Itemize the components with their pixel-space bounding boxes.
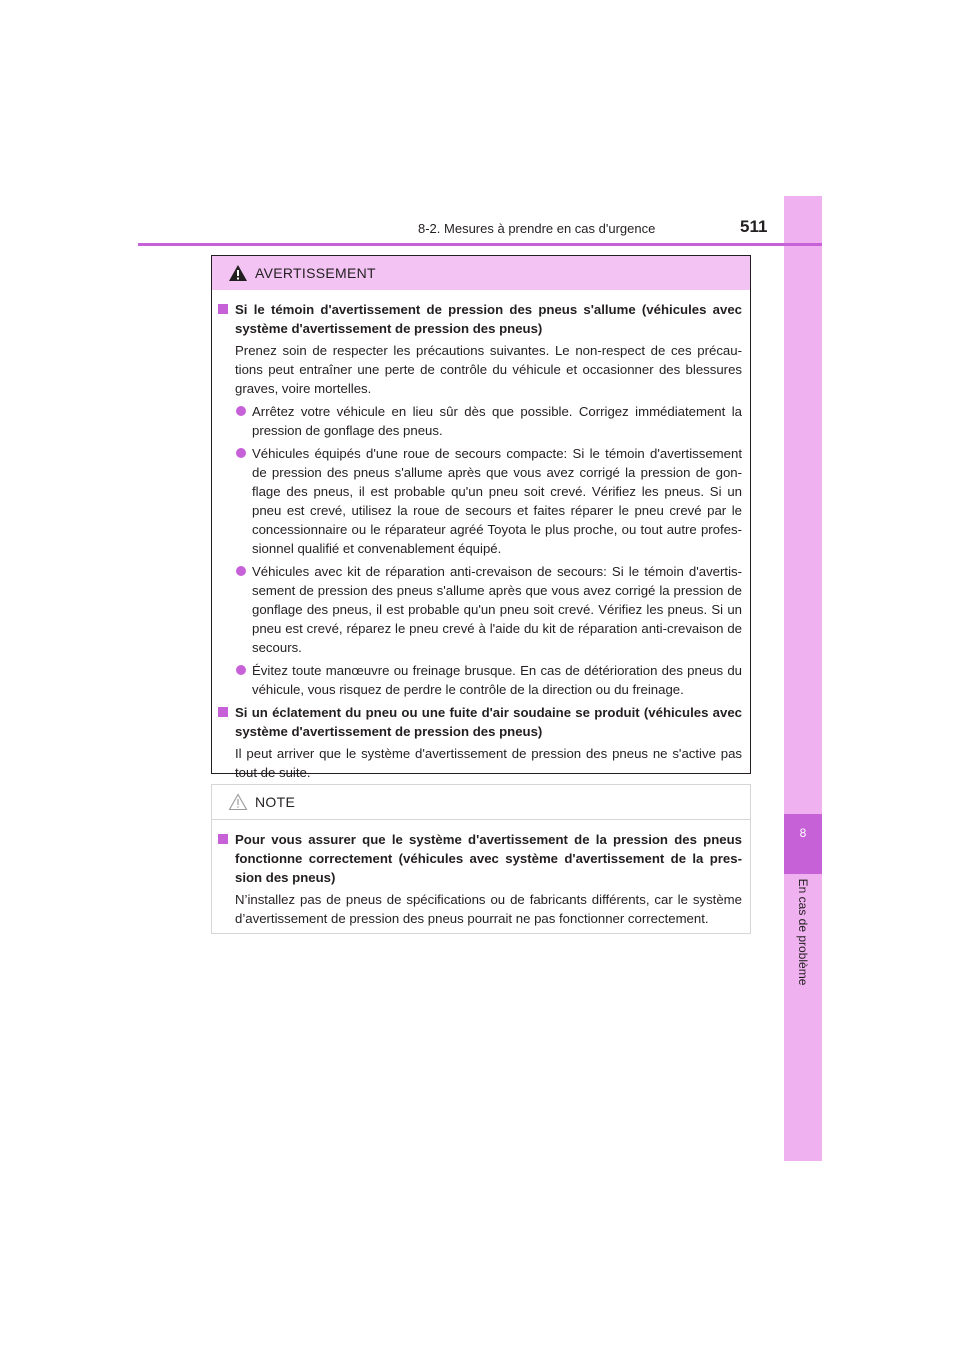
header-rule [138,243,822,246]
section-text: Prenez soin de respecter les précautions suivantes. Le non-respect de ces précau-tions peut entraîner une perte de contrôle du véhicule et occasionner des blessures graves, voire mortelles. [235,343,742,396]
section-heading: Pour vous assurer que le système d'avertissement de la pression des pneus fonctionne correctement (véhicules avec système d'avertissement de la pres-sion des pneus) [235,832,742,885]
chapter-side-tab [784,196,822,1161]
list-item [235,661,742,699]
list-item-text: Arrêtez votre véhicule en lieu sûr dès que possible. Corrigez immédiatement la pression de gonflage des pneus. [252,404,742,438]
square-bullet-icon [218,834,228,844]
list-item [235,444,742,558]
chapter-number-tab [784,814,822,874]
note-box [211,784,751,934]
section-title: 8-2. Mesures à prendre en cas d'urgence [418,221,656,236]
square-bullet-icon [218,707,228,717]
warning-section [218,300,742,699]
warning-box [211,255,751,780]
warning-title: AVERTISSEMENT [255,265,376,281]
caution-triangle-icon [228,793,248,811]
list-item-text: Évitez toute manœuvre ou freinage brusque. En cas de détérioration des pneus du véhicule, vous risquez de perdre le contrôle de la direction ou du freinage. [252,663,742,697]
chapter-number: 8 [799,826,807,840]
section-heading: Si le témoin d'avertissement de pression des pneus s'allume (véhicules avec système d'avertissement de pression des pneus) [235,302,742,336]
round-bullet-icon [236,448,246,458]
warning-body [212,290,750,782]
note-title: NOTE [255,794,296,810]
warning-triangle-icon [228,264,248,282]
round-bullet-icon [236,665,246,675]
note-body [212,820,750,928]
list-item [235,402,742,440]
section-text: Il peut arriver que le système d'avertissement de pression des pneus ne s'active pas tout de suite. [235,746,742,780]
round-bullet-icon [236,406,246,416]
chapter-label: En cas de problème [796,878,810,986]
warning-header [212,256,750,290]
list-item-text: Véhicules équipés d'une roue de secours compacte: Si le témoin d'avertissement de pression des pneus s'allume après que vous avez corrigé la pression de gon-flage des pneus, il est probable qu'un pneu soit crevé. Vérifiez les pneus. Si un pneu est crevé, utilisez la roue de secours et faites réparer le pneu crevé par le concessionnaire ou le réparateur agréé Toyota le plus proche, ou tout autre profes-sionnel qualifié et convenablement équipé. [252,446,742,556]
note-section [218,830,742,928]
page-number: 511 [740,217,768,236]
section-heading: Si un éclatement du pneu ou une fuite d'air soudaine se produit (véhicules avec système d'avertissement de pression des pneus) [235,705,742,739]
warning-section [218,703,742,782]
section-text: N’installez pas de pneus de spécifications ou de fabricants différents, car le système d’avertissement de pression des pneus pourrait ne pas fonctionner correctement. [235,892,742,926]
square-bullet-icon [218,304,228,314]
round-bullet-icon [236,566,246,576]
note-header [212,785,750,820]
list-item [235,562,742,657]
list-item-text: Véhicules avec kit de réparation anti-crevaison de secours: Si le témoin d'avertis-sement de pression des pneus s'allume après que vous avez corrigé la pression de gonflage des pneus, il est probable qu'un pneu soit crevé. Vérifiez les pneus. Si un pneu est crevé, réparez le pneu crevé à l'aide du kit de réparation anti-crevaison de secours. [252,564,742,655]
